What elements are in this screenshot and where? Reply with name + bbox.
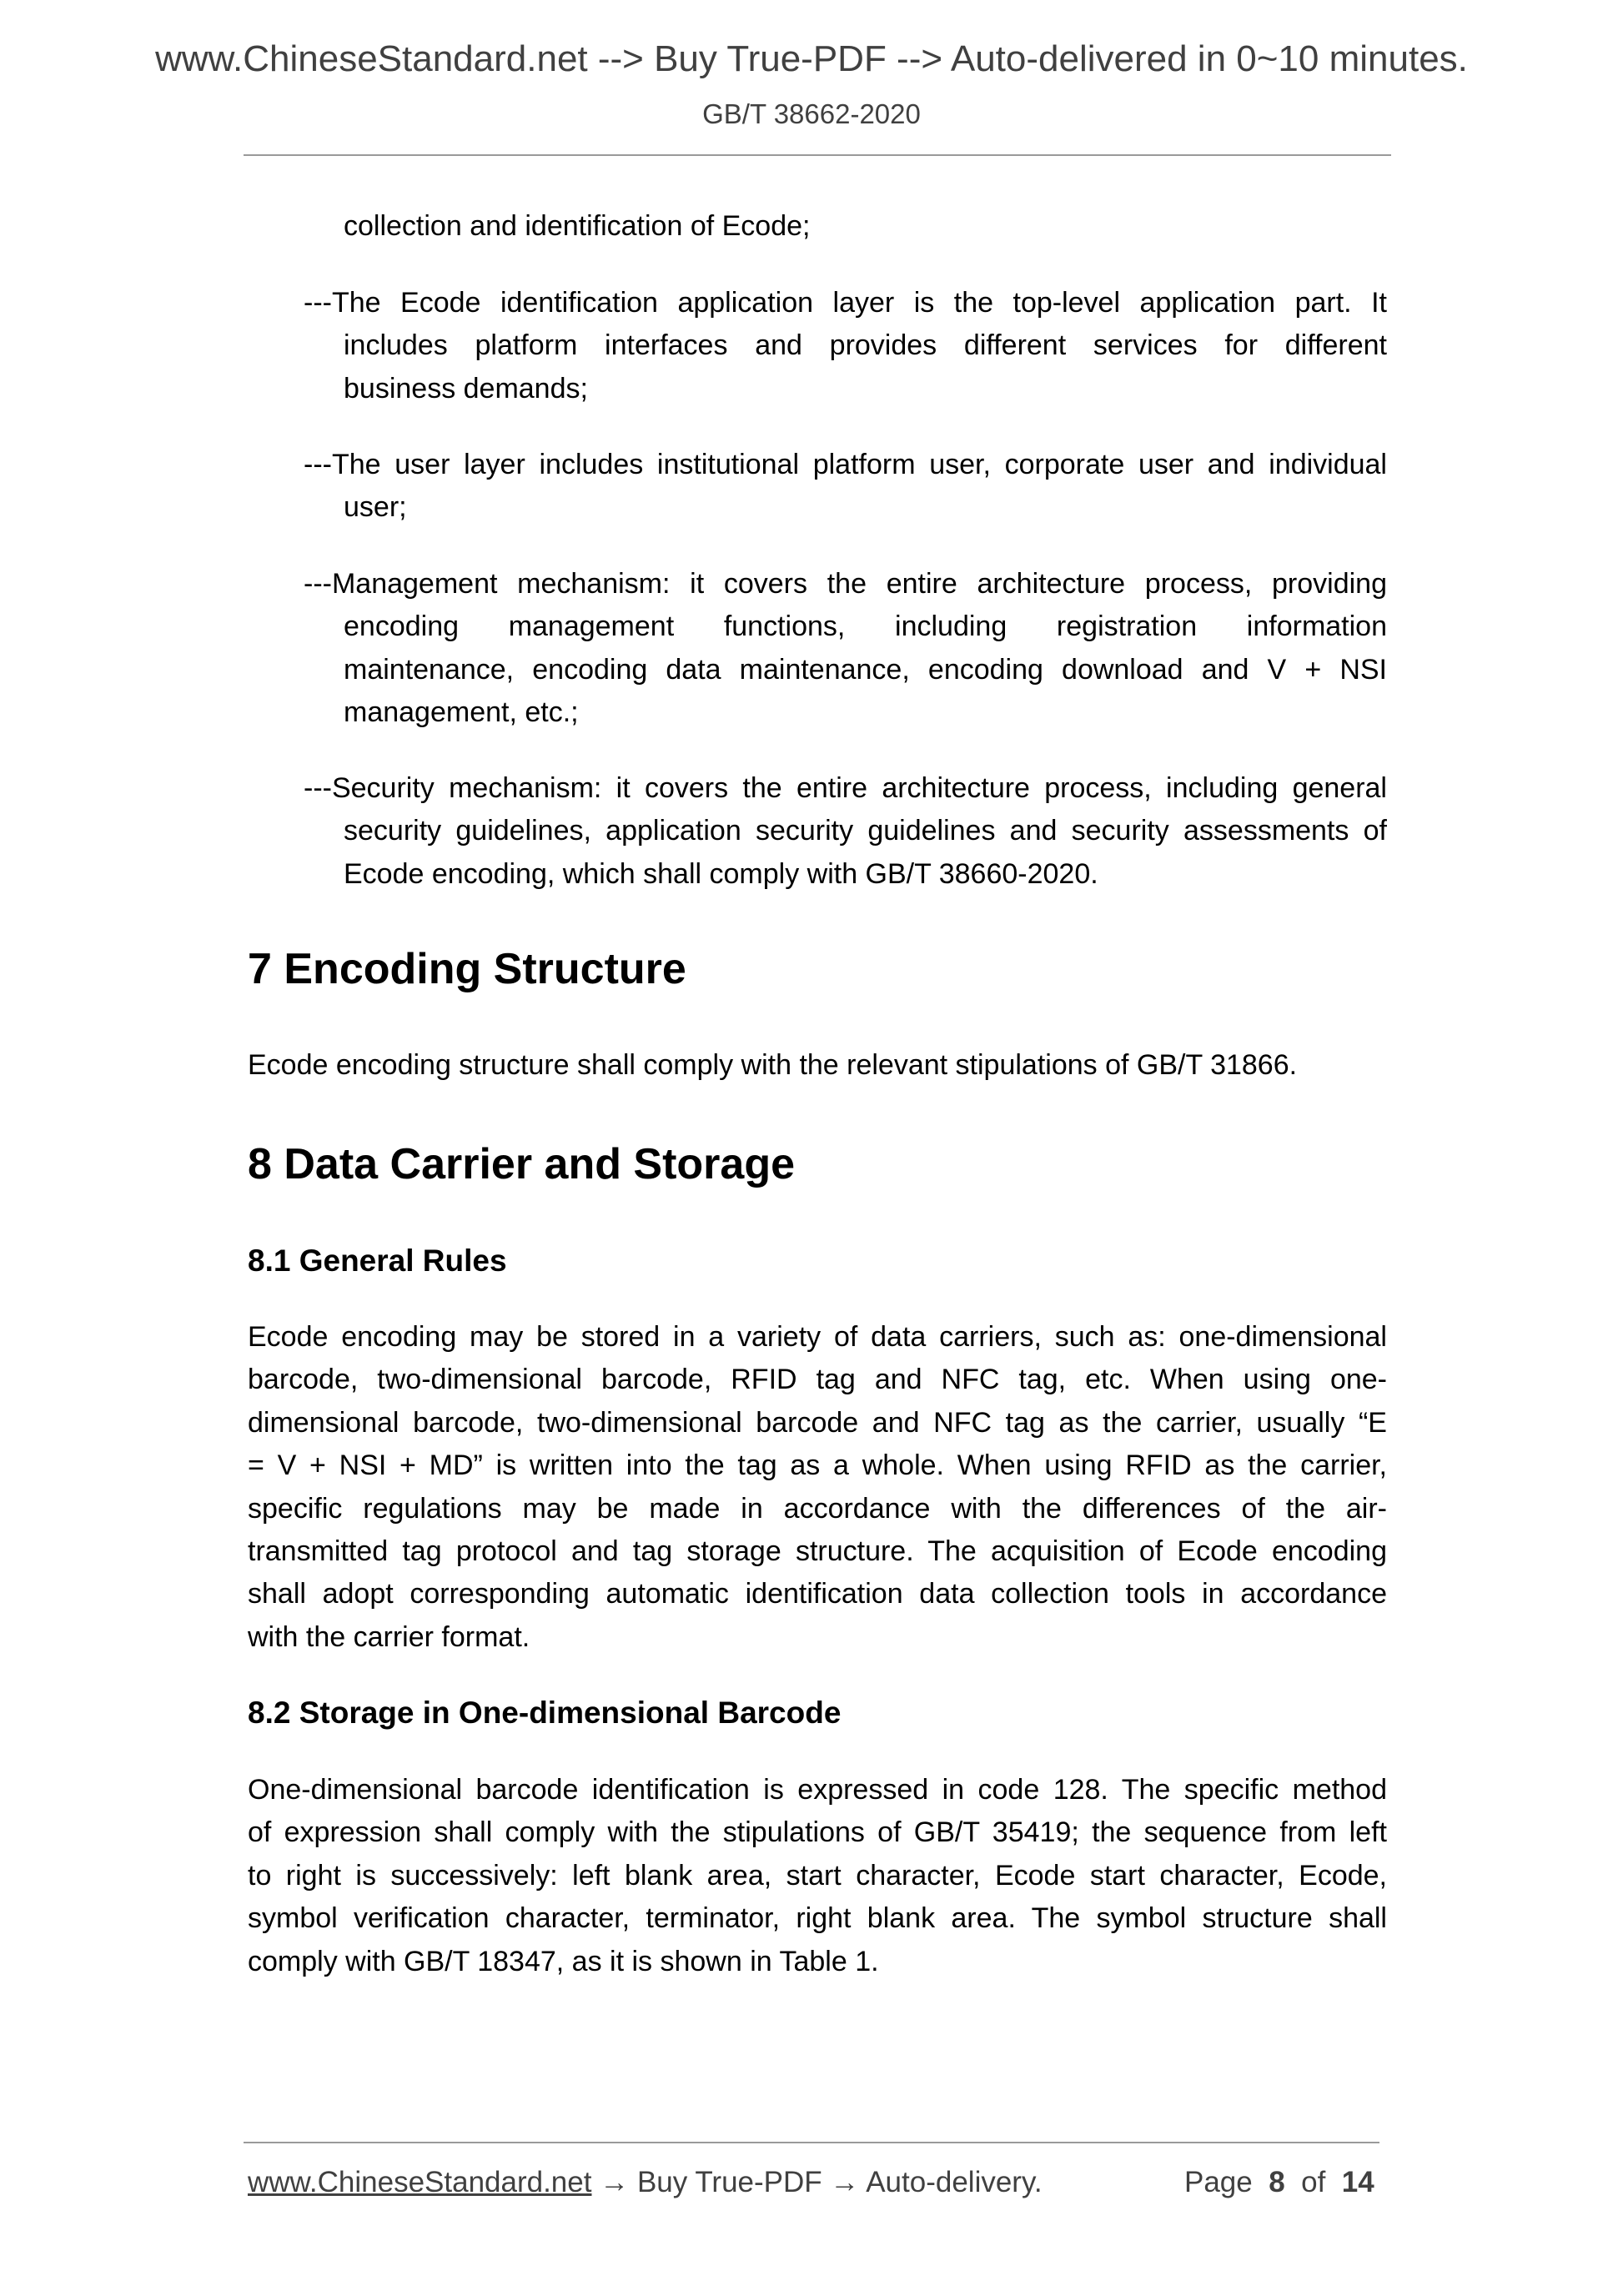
- paragraph-line: specific regulations may be made in accordance with the differences of the air-: [248, 1492, 1387, 1525]
- paragraph-line: dimensional barcode, two-dimensional barcode and NFC tag as the carrier, usually “E: [248, 1406, 1387, 1439]
- current-page: 8: [1269, 2166, 1285, 2198]
- section-heading: 7 Encoding Structure: [248, 945, 686, 993]
- list-item-line: ---Security mechanism: it covers the entire architecture process, including general: [304, 772, 1387, 804]
- arrow-icon: →: [830, 2166, 860, 2198]
- paragraph-line: Ecode encoding may be stored in a variety of data carriers, such as: one-dimensional: [248, 1321, 1387, 1353]
- footer-divider: [244, 2142, 1379, 2143]
- footer-auto-text: Auto-delivery.: [866, 2166, 1043, 2198]
- document-id: GB/T 38662-2020: [702, 98, 921, 129]
- footer-promo: [248, 2166, 1043, 2199]
- paragraph-line: shall adopt corresponding automatic identification data collection tools in accordance: [248, 1578, 1387, 1610]
- footer-site-link[interactable]: www.ChineseStandard.net: [248, 2166, 592, 2198]
- section-heading: 8 Data Carrier and Storage: [248, 1140, 796, 1188]
- list-item-line: ---The Ecode identification application layer is the top-level application part. It: [304, 287, 1387, 319]
- list-item-line: management, etc.;: [344, 696, 579, 729]
- paragraph-line: = V + NSI + MD” is written into the tag as a whole. When using RFID as the carrier,: [248, 1449, 1387, 1482]
- of-label: of: [1301, 2166, 1326, 2198]
- paragraph-line: to right is successively: left blank area, start character, Ecode start character, Ecode,: [248, 1859, 1387, 1892]
- header-banner: www.ChineseStandard.net --> Buy True-PDF --> Auto-delivered in 0~10 minutes.: [155, 38, 1468, 79]
- subsection-heading: 8.2 Storage in One-dimensional Barcode: [248, 1696, 842, 1730]
- paragraph-line: comply with GB/T 18347, as it is shown in Table 1.: [248, 1945, 879, 1977]
- paragraph-line: One-dimensional barcode identification is expressed in code 128. The specific method: [248, 1774, 1387, 1806]
- subsection-heading: 8.1 General Rules: [248, 1243, 507, 1278]
- header-divider: [244, 154, 1391, 156]
- page-label: Page: [1184, 2166, 1253, 2198]
- list-item-line: encoding management functions, including registration information: [344, 610, 1387, 643]
- footer-buy-text: Buy True-PDF: [636, 2166, 822, 2198]
- list-item-line: security guidelines, application security guidelines and security assessments of: [344, 815, 1387, 847]
- arrow-icon: →: [600, 2166, 630, 2198]
- paragraph-line: collection and identification of Ecode;: [344, 210, 811, 242]
- list-item-line: ---The user layer includes institutional platform user, corporate user and individual: [304, 449, 1387, 480]
- paragraph-line: with the carrier format.: [248, 1620, 530, 1653]
- list-item-line: maintenance, encoding data maintenance, encoding download and V + NSI: [344, 653, 1387, 686]
- page-number: [1184, 2166, 1374, 2199]
- list-item-line: includes platform interfaces and provides different services for different: [344, 329, 1387, 362]
- total-pages: 14: [1341, 2166, 1374, 2198]
- paragraph-line: Ecode encoding structure shall comply with the relevant stipulations of GB/T 31866.: [248, 1049, 1298, 1081]
- paragraph-line: symbol verification character, terminator, right blank area. The symbol structure shall: [248, 1902, 1387, 1935]
- list-item-line: ---Management mechanism: it covers the entire architecture process, providing: [304, 568, 1387, 600]
- list-item-line: business demands;: [344, 372, 588, 404]
- paragraph-line: barcode, two-dimensional barcode, RFID tag and NFC tag, etc. When using one-: [248, 1364, 1387, 1396]
- list-item-line: user;: [344, 491, 407, 524]
- list-item-line: Ecode encoding, which shall comply with GB/T 38660-2020.: [344, 857, 1098, 890]
- paragraph-line: transmitted tag protocol and tag storage structure. The acquisition of Ecode encoding: [248, 1535, 1387, 1567]
- paragraph-line: of expression shall comply with the stipulations of GB/T 35419; the sequence from left: [248, 1816, 1387, 1849]
